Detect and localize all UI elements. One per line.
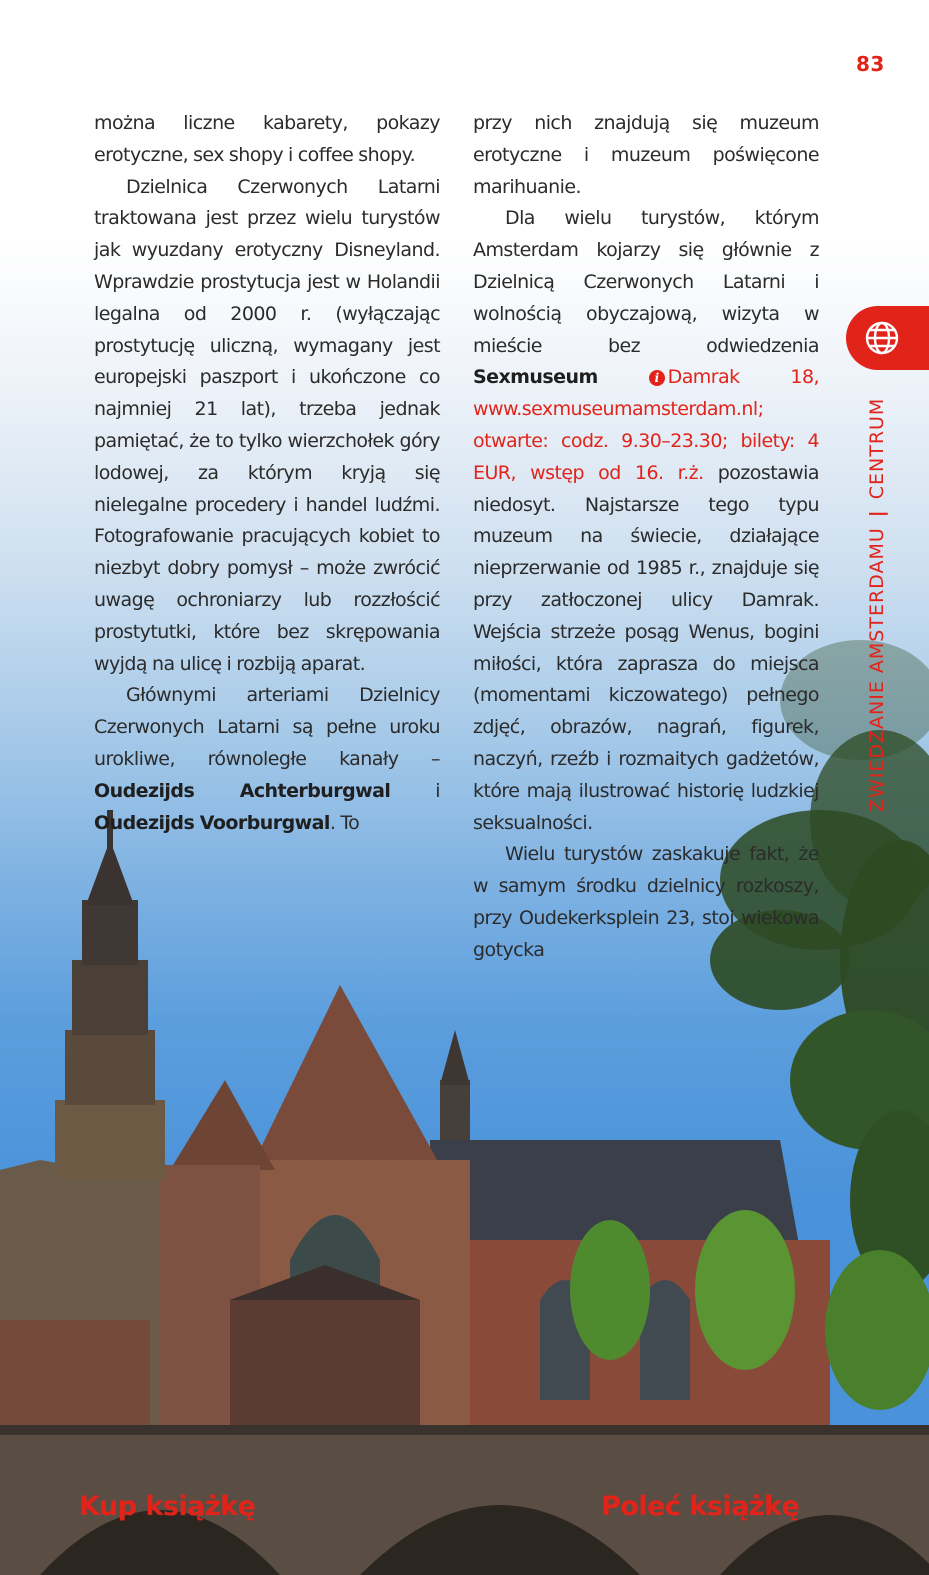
text-run: pozostawia niedosyt. Najstarsze tego typu muzeum na świecie, działające nieprzerwanie od 1985 r., znajduje się przy zatłoczonej ulicy Damrak. Wejścia strzeże posąg Wenus, bogini miłości, która zaprasza do miejsca (momentami kiczowatego) pełnego zdjęć, obrazów, nagrań, figurek, naczyń, rzeźb i rozmaitych gadżetów, które mają ilustrować historię ludzkiej seksualności.	[473, 461, 819, 834]
section-name: ZWIEDZANIE AMSTERDAMU	[866, 527, 888, 812]
section-tab	[846, 306, 929, 370]
canal-name: Oudezijds Voorburgwal	[94, 811, 330, 834]
text-run: Dla wielu turystów, którym Amsterdam kojarzy się głównie z Dzielnicą Czerwonych Latarni i wolnością obyczajową, wizyta w mieście bez odwiedzenia	[473, 207, 819, 357]
paragraph: Wielu turystów zaskakuje fakt, że w samym środku dzielnicy rozkoszy, przy Oudekerksplein 23, stoi wiekowa gotycka	[473, 843, 819, 961]
subsection-name: CENTRUM	[866, 397, 888, 500]
paragraph: można liczne kabarety, pokazy erotyczne, sex shopy i coffee shopy.	[94, 112, 440, 166]
section-label	[866, 397, 888, 812]
right-column	[473, 108, 819, 967]
museum-name: Sexmuseum	[473, 366, 598, 389]
text-run: i	[390, 779, 440, 802]
page-number: 83	[856, 52, 885, 76]
paragraph: Dzielnica Czerwonych Latarni traktowana jest przez wielu turystów jak wyuzdany erotyczny Disneyland. Wprawdzie prostytucja jest w Holandii legalna od 2000 r. (wyłączając prostytucję uliczną, wymagany jest europejski paszport i ukończone co najmniej 21 lat), trzeba jednak pamiętać, że to tylko wierzchołek góry lodowej, za którym kryją się nielegalne procedery i handel ludźmi. Fotografowanie pracujących kobiet to niezbyt dobry pomysł – może zwrócić uwagę ochroniarzy lub rozzłościć prostytutki, które bez skrępowania wyjdą na ulicę i rozbiją aparat.	[94, 175, 440, 675]
buy-book-link[interactable]: Kup książkę	[79, 1491, 256, 1522]
globe-icon	[864, 320, 900, 356]
info-icon: i	[649, 370, 665, 386]
text-run: Głównymi arteriami Dzielnicy Czerwonych Latarni są pełne uroku urokliwe, równoległe kanały –	[94, 684, 440, 770]
paragraph	[473, 203, 819, 839]
paragraph: przy nich znajdują się muzeum erotyczne i muzeum poświęcone marihuanie.	[473, 112, 819, 198]
recommend-book-link[interactable]: Poleć książkę	[601, 1491, 800, 1522]
text-run: . To	[329, 811, 360, 834]
left-column	[94, 108, 440, 839]
museum-info: Damrak 18, www.sexmuseumamsterdam.nl; otwarte: codz. 9.30–23.30; bilety: 4 EUR, wstęp od 16. r.ż.	[473, 366, 819, 484]
paragraph	[94, 680, 440, 839]
separator: |	[866, 509, 888, 518]
canal-name: Oudezijds Achterburgwal	[94, 779, 391, 802]
